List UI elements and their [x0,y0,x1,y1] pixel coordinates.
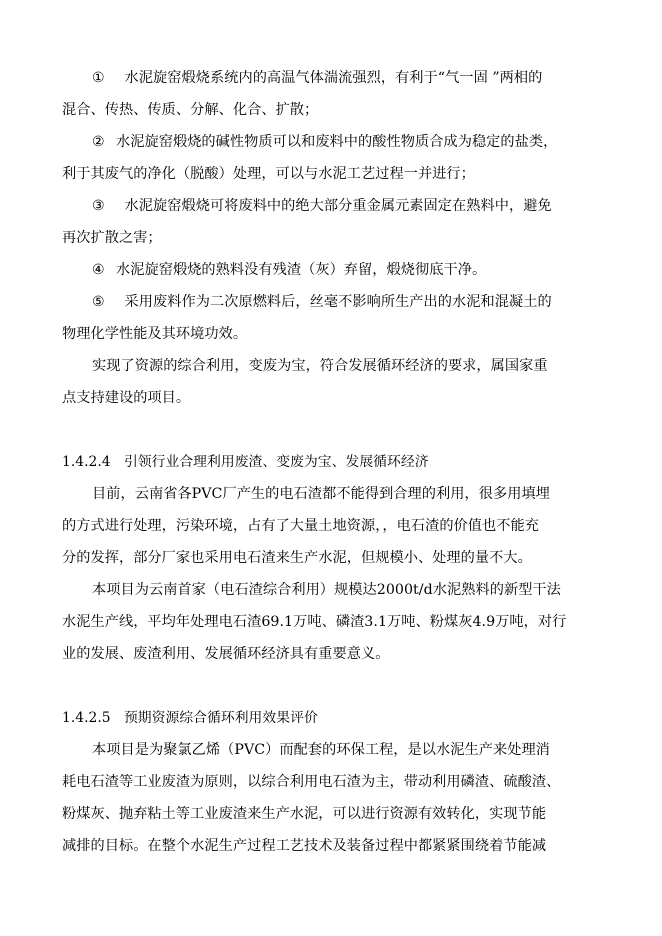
sec-1424-para1-line-3: 分的发挥，部分厂家也采用电石渣来生产水泥，但规模小、处理的量不大。 [62,550,532,566]
list-item-3-line-2: 再次扩散之害； [62,230,162,246]
summary-para-line-1: 实现了资源的综合利用，变废为宝，符合发展循环经济的要求，属国家重 [92,358,548,374]
list-item-3-line-1: ③ 水泥旋窑煅烧可将废料中的绝大部分重金属元素固定在熟料中，避免 [92,198,552,214]
list-item-5-line-2: 物理化学性能及其环境功效。 [62,326,248,342]
list-marker-5: ⑤ [92,294,105,310]
section-heading-1425 [62,708,602,728]
sec-1424-para2-line-3: 业的发展、废渣利用、发展循环经济具有重要意义。 [62,646,390,662]
sec-1424-para2-line-1: 本项目为云南首家（电石渣综合利用）规模达2000t/d水泥熟料的新型干法 [92,582,561,598]
list-item-5-line-1: ⑤ 采用废料作为二次原燃料后，丝毫不影响所生产出的水泥和混凝土的 [92,294,552,310]
sec-1425-para1-line-3: 粉煤灰、抛弃粘土等工业废渣来生产水泥，可以进行资源有效转化，实现节能 [62,806,547,822]
section-number: 1.4.2.5 [62,710,111,726]
sec-1425-para1-line-1: 本项目是为聚氯乙烯（PVC）而配套的环保工程，是以水泥生产来处理消 [92,742,550,758]
list-item-4-line-1: ④ 水泥旋窑煅烧的熟料没有残渣（灰）弃留，煅烧彻底干净。 [92,262,487,278]
sec-1425-para1-line-4: 减排的目标。在整个水泥生产过程工艺技术及装备过程中都紧紧围绕着节能减 [62,838,547,854]
list-marker-3: ③ [92,198,105,214]
list-marker-4: ④ [92,262,105,278]
summary-para-line-2: 点支持建设的项目。 [62,390,191,406]
section-title: 引领行业合理利用废渣、变废为宝、发展循环经济 [123,454,429,470]
section-title: 预期资源综合循环利用效果评价 [123,710,318,726]
list-marker-1: ① [92,70,105,86]
section-heading-1424 [62,452,602,472]
list-item-1-line-2: 混合、传热、传质、分解、化合、扩散； [62,102,319,118]
sec-1425-para1-line-2: 耗电石渣等工业废渣为原则，以综合利用电石渣为主，带动利用磷渣、硫酸渣、 [62,774,561,790]
list-item-2-line-2: 利于其废气的净化（脱酸）处理，可以与水泥工艺过程一并进行； [62,166,475,182]
list-marker-2: ② [92,134,105,150]
list-item-2-line-1: ② 水泥旋窑煅烧的碱性物质可以和废料中的酸性物质合成为稳定的盐类， [92,134,558,150]
sec-1424-para1-line-1: 目前，云南省各PVC厂产生的电石渣都不能得到合理的利用，很多用填埋 [92,486,550,502]
sec-1424-para2-line-2: 水泥生产线，平均年处理电石渣69.1万吨、磷渣3.1万吨、粉煤灰4.9万吨，对行 [62,614,567,630]
sec-1424-para1-line-2: 的方式进行处理，污染环境，占有了大量土地资源，，电石渣的价值也不能充 [62,518,539,534]
section-number: 1.4.2.4 [62,454,111,470]
list-item-1-line-1: ① 水泥旋窑煅烧系统内的高温气体湍流强烈，有利于“气一固 ”两相的 [92,70,543,86]
